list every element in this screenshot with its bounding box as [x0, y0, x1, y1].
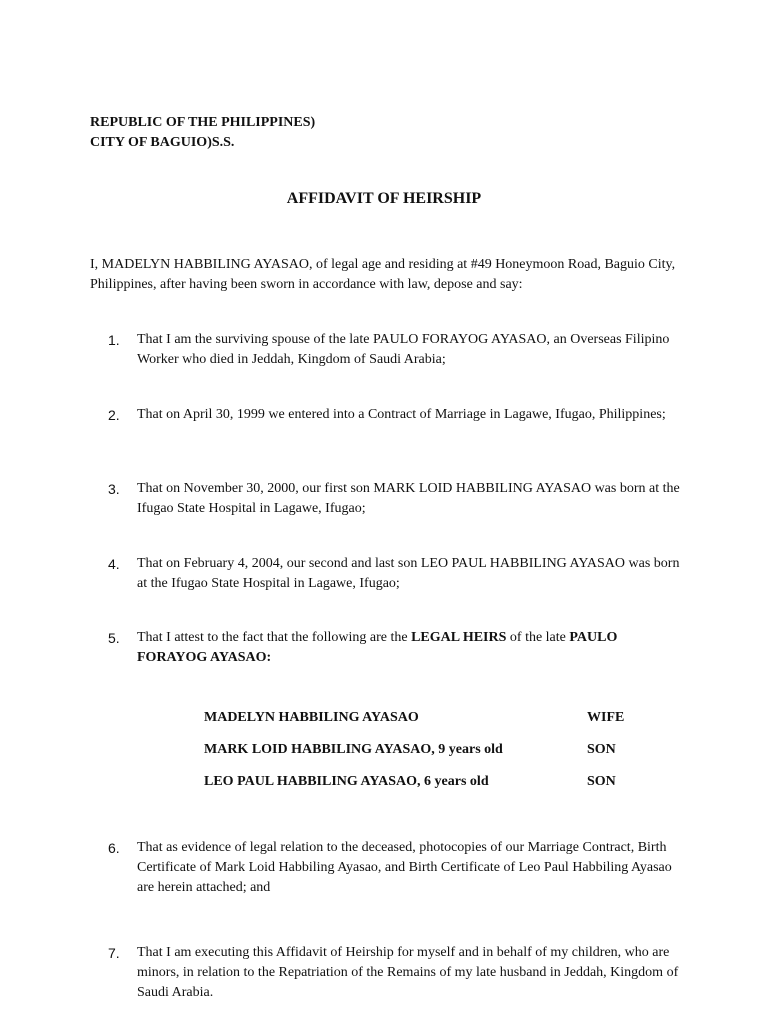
paragraph-text: That I am executing this Affidavit of Heirship for myself and in behalf of my children, who are minors, in relation to the Repatriation of the Remains of my late husband in Jeddah, Kingdom of Saudi Arabia. — [137, 945, 679, 1000]
paragraph-item-3 — [108, 479, 688, 519]
paragraph-number: 3. — [108, 481, 120, 497]
document-title: AFFIDAVIT OF HEIRSHIP — [286, 190, 482, 207]
heir-row — [204, 740, 644, 760]
paragraph-text: That on April 30, 1999 we entered into a Contract of Marriage in Lagawe, Ifugao, Philippines; — [137, 407, 666, 422]
paragraph-text-part: of the late — [506, 630, 570, 645]
paragraph-item-6 — [108, 838, 688, 898]
paragraph-number: 6. — [108, 840, 120, 856]
venue-line-city: CITY OF BAGUIO)S.S. — [90, 135, 235, 150]
heir-row — [204, 708, 644, 728]
venue-block — [90, 113, 315, 153]
paragraph-text: That on February 4, 2004, our second and last son LEO PAUL HABBILING AYASAO was born at the Ifugao State Hospital in Lagawe, Ifugao; — [137, 556, 680, 591]
paragraph-text: That on November 30, 2000, our first son MARK LOID HABBILING AYASAO was born at the Ifugao State Hospital in Lagawe, Ifugao; — [137, 481, 680, 516]
paragraph-number: 4. — [108, 556, 120, 572]
intro-paragraph: I, MADELYN HABBILING AYASAO, of legal age and residing at #49 Honeymoon Road, Baguio City, Philippines, after having been sworn in accordance with law, depose and say: — [90, 257, 676, 292]
paragraph-number: 5. — [108, 630, 120, 646]
deceased-name-emphasis: PAULO FORAYOG AYASAO: — [137, 630, 618, 665]
heir-row — [204, 772, 644, 792]
paragraph-number: 7. — [108, 945, 120, 961]
paragraph-item-7 — [108, 943, 688, 1003]
paragraph-number: 2. — [108, 407, 120, 423]
paragraph-item-4 — [108, 554, 688, 594]
paragraph-item-5 — [108, 628, 688, 668]
heir-relation: SON — [587, 774, 616, 789]
heir-name: MADELYN HABBILING AYASAO — [204, 710, 419, 725]
paragraph-text: That as evidence of legal relation to the deceased, photocopies of our Marriage Contract, Birth Certificate of Mark Loid Habbiling Ayasao, and Birth Certificate of Leo Paul Habbiling Ayasao are herein attached; and — [137, 840, 672, 895]
paragraph-text: That I am the surviving spouse of the late PAULO FORAYOG AYASAO, an Overseas Filipino Worker who died in Jeddah, Kingdom of Saudi Arabia; — [137, 332, 670, 367]
paragraph-text-part: That I attest to the fact that the following are the — [137, 630, 412, 645]
paragraph-number: 1. — [108, 332, 120, 348]
paragraph-text — [137, 628, 688, 668]
heir-relation: SON — [587, 742, 616, 757]
heir-name: LEO PAUL HABBILING AYASAO, 6 years old — [204, 774, 489, 789]
heir-name: MARK LOID HABBILING AYASAO, 9 years old — [204, 742, 503, 757]
heir-relation: WIFE — [587, 710, 625, 725]
paragraph-item-2 — [108, 405, 688, 425]
legal-heirs-emphasis: LEGAL HEIRS — [411, 630, 507, 645]
paragraph-item-1 — [108, 330, 688, 370]
venue-line-republic: REPUBLIC OF THE PHILIPPINES) — [90, 115, 316, 130]
